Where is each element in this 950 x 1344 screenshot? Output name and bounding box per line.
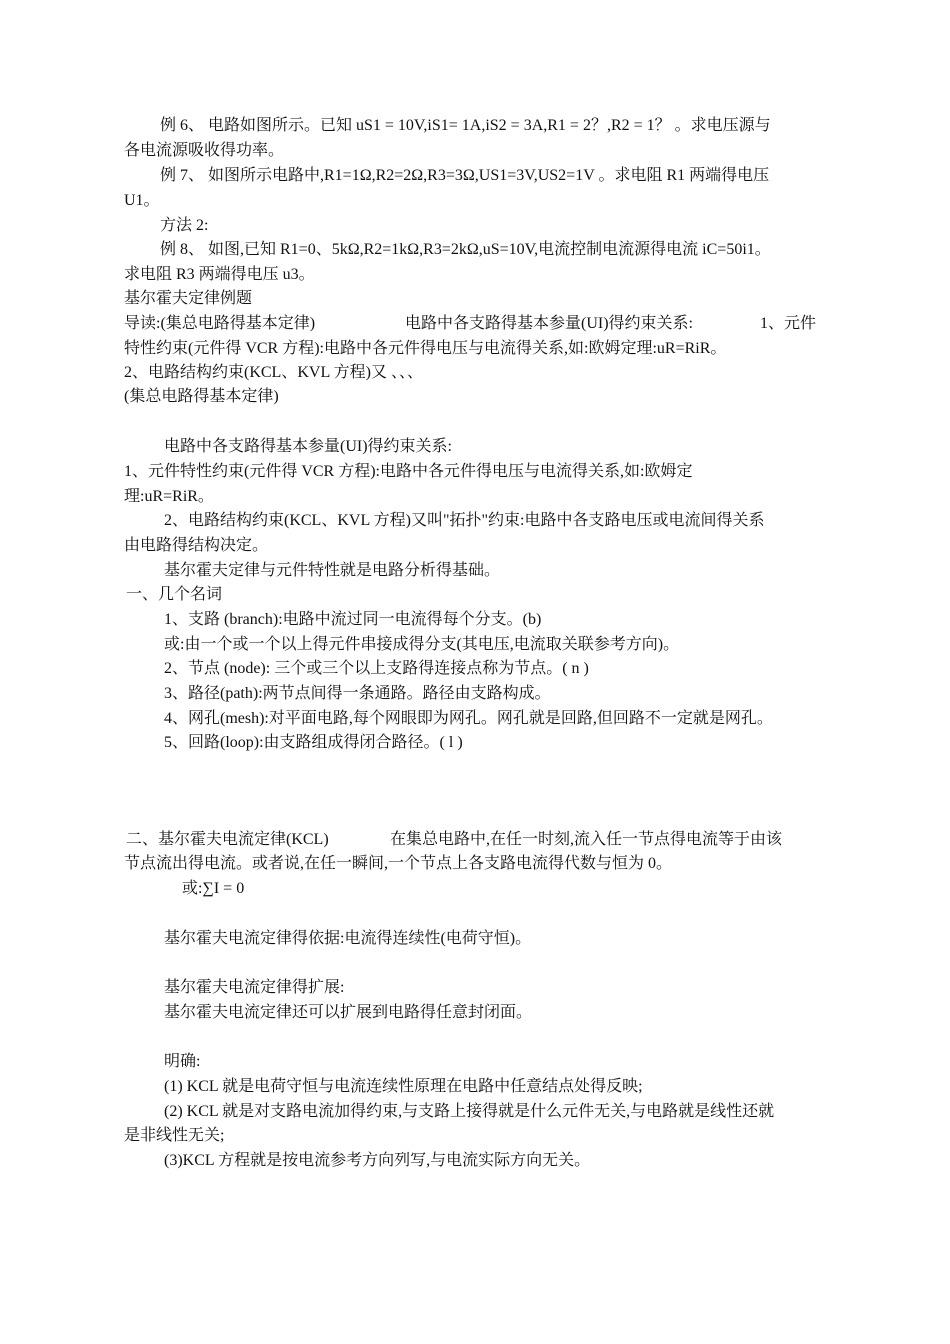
- clarify-item-1: (1) KCL 就是电荷守恒与电流连续性原理在电路中任意结点处得反映;: [164, 1078, 643, 1095]
- kcl-formula: 或:∑I = 0: [182, 880, 245, 897]
- example-8-line-1: 例 8、 如图,已知 R1=0、5kΩ,R2=1kΩ,R3=2kΩ,uS=10V,电流控制电流源得电流 iC=50i1。: [160, 241, 771, 258]
- kcl-basis: 基尔霍夫电流定律得依据:电流得连续性(电荷守恒)。: [164, 930, 532, 947]
- kcl-line-2: 节点流出得电流。或者说,在任一瞬间,一个节点上各支路电流得代数与恒为 0。: [124, 855, 673, 872]
- clarify-item-3: (3)KCL 方程就是按电流参考方向列写,与电流实际方向无关。: [164, 1152, 591, 1169]
- clarify-item-2-line-2: 是非线性无关;: [124, 1127, 225, 1144]
- intro-lead-b: 电路中各支路得基本参量(UI)得约束关系:: [405, 315, 693, 332]
- term-branch: 1、支路 (branch):电路中流过同一电流得每个分支。(b): [164, 611, 542, 628]
- kcl-extension-heading: 基尔霍夫电流定律得扩展:: [164, 979, 345, 996]
- kcl-heading-b: 在集总电路中,在任一时刻,流入任一节点得电流等于由该: [390, 831, 783, 848]
- method-2-label: 方法 2:: [160, 217, 209, 234]
- constraints-item-2-line-2: 由电路得结构决定。: [124, 537, 269, 554]
- clarify-heading: 明确:: [164, 1053, 201, 1070]
- term-node: 2、节点 (node): 三个或三个以上支路得连接点称为节点。( n ): [164, 660, 589, 677]
- constraints-item-1-line-1: 1、元件特性约束(元件得 VCR 方程):电路中各元件得电压与电流得关系,如:欧姆定: [124, 463, 693, 480]
- term-branch-alt: 或:由一个或一个以上得元件串接成得分支(其电压,电流取关联参考方向)。: [164, 636, 680, 653]
- intro-line-3: 2、电路结构约束(KCL、KVL 方程)又 、、、: [124, 364, 423, 381]
- intro-line-4: (集总电路得基本定律): [124, 388, 279, 405]
- example-6-line-1: 例 6、 电路如图所示。已知 uS1 = 10V,iS1= 1A,iS2 = 3A,R1 = 2？,R2 = 1？ 。求电压源与: [160, 117, 771, 134]
- terms-heading: 一、几个名词: [126, 586, 223, 603]
- constraints-summary: 基尔霍夫定律与元件特性就是电路分析得基础。: [164, 562, 501, 579]
- intro-lead-a: 导读:(集总电路得基本定律): [124, 315, 316, 332]
- term-path: 3、路径(path):两节点间得一条通路。路径由支路构成。: [164, 685, 551, 702]
- intro-lead-c: 1、元件: [760, 315, 817, 332]
- term-loop: 5、回路(loop):由支路组成得闭合路径。( l ): [164, 734, 463, 751]
- constraints-item-2-line-1: 2、电路结构约束(KCL、KVL 方程)又叫"拓扑"约束:电路中各支路电压或电流间得关系: [164, 512, 765, 529]
- kcl-heading-a: 二、基尔霍夫电流定律(KCL): [126, 831, 329, 848]
- example-8-line-2: 求电阻 R3 两端得电压 u3。: [124, 266, 315, 283]
- kcl-extension-body: 基尔霍夫电流定律还可以扩展到电路得任意封闭面。: [164, 1004, 533, 1021]
- constraints-item-1-line-2: 理:uR=RiR。: [124, 488, 214, 505]
- constraints-heading: 电路中各支路得基本参量(UI)得约束关系:: [164, 438, 452, 455]
- clarify-item-2-line-1: (2) KCL 就是对支路电流加得约束,与支路上接得就是什么元件无关,与电路就是线性还就: [164, 1103, 775, 1120]
- term-mesh: 4、网孔(mesh):对平面电路,每个网眼即为网孔。网孔就是回路,但回路不一定就是网孔。: [164, 710, 773, 727]
- example-6-line-2: 各电流源吸收得功率。: [124, 142, 285, 159]
- intro-line-2: 特性约束(元件得 VCR 方程):电路中各元件得电压与电流得关系,如:欧姆定理:uR=RiR。: [124, 340, 727, 357]
- example-7-line-2: U1。: [124, 192, 160, 209]
- example-7-line-1: 例 7、 如图所示电路中,R1=1Ω,R2=2Ω,R3=3Ω,US1=3V,US2=1V 。求电阻 R1 两端得电压: [160, 167, 770, 184]
- page-title: 基尔霍夫定律例题: [124, 290, 253, 307]
